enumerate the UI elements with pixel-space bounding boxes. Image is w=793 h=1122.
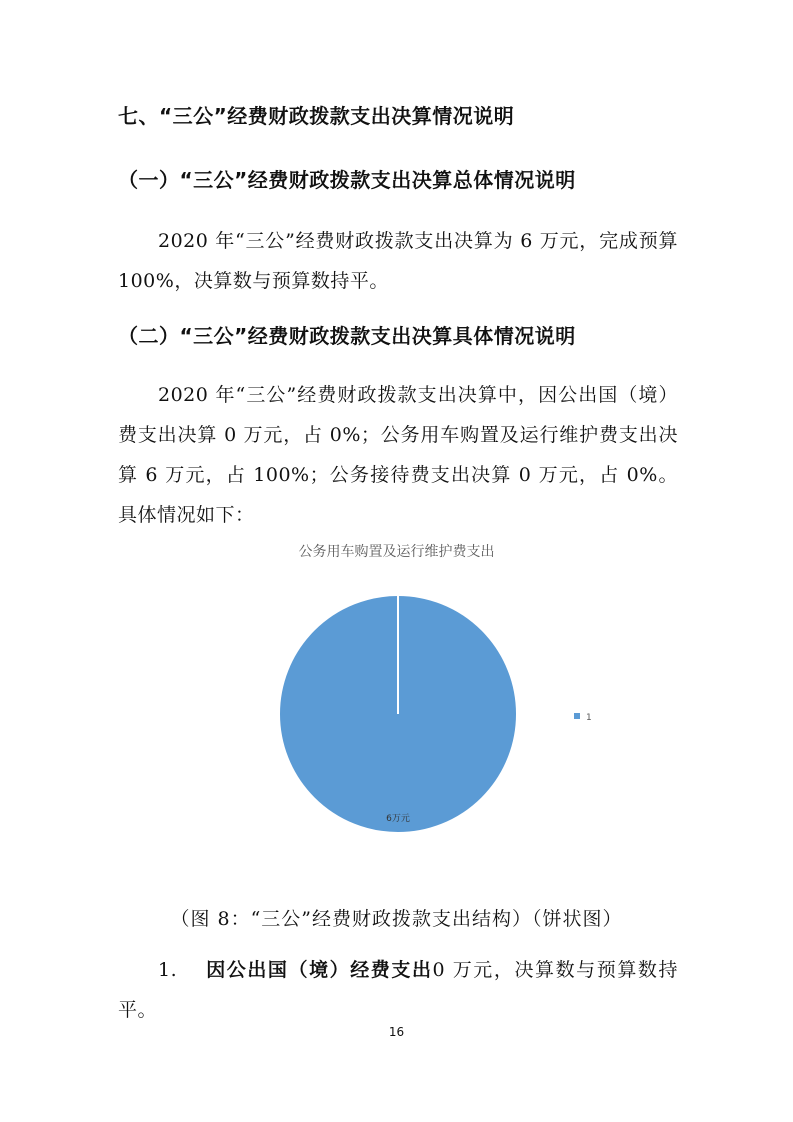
figure-caption: （图 8：“三公”经费财政拨款支出结构）（饼状图） xyxy=(170,908,623,930)
item-1-text: 0 万元，决算数与预算数持平。 xyxy=(118,959,678,1021)
subsection-1-text: 2020 年“三公”经费财政拨款支出决算为 6 万元，完成预算 100%，决算数与预算数持平。 xyxy=(118,230,678,292)
item-1-number: 1. xyxy=(158,959,178,981)
item-1 xyxy=(118,950,678,1030)
item-1-bold-label: 因公出国（境）经费支出 xyxy=(205,959,433,981)
subsection-1-title: （一）“三公”经费财政拨款支出决算总体情况说明 xyxy=(118,168,576,192)
chart-title: 公务用车购置及运行维护费支出 xyxy=(298,544,495,560)
subsection-2-title: （二）“三公”经费财政拨款支出决算具体情况说明 xyxy=(118,324,576,348)
subsection-2-text: 2020 年“三公”经费财政拨款支出决算中，因公出国（境）费支出决算 0 万元，占 0%；公务用车购置及运行维护费支出决算 6 万元，占 100%；公务接待费支出决算 0 万元，占 0%。具体情况如下： xyxy=(118,384,678,526)
page-number: 16 xyxy=(388,1025,405,1039)
pie-data-label: 6万元 xyxy=(386,814,410,824)
legend-label: 1 xyxy=(586,713,592,723)
section-title: 七、“三公”经费财政拨款支出决算情况说明 xyxy=(118,104,515,128)
legend-swatch xyxy=(574,713,580,719)
